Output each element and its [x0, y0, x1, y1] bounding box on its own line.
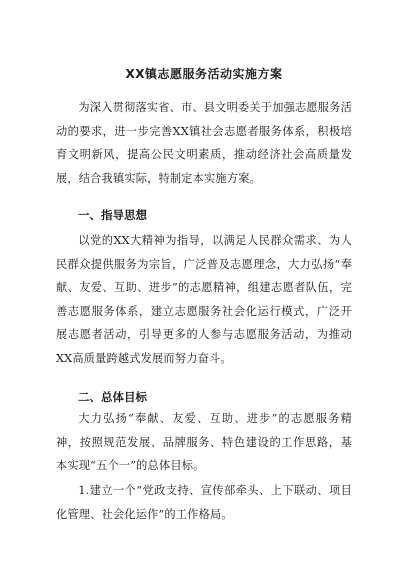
- goal-list-item: 1.建立一个“党政支持、宣传部牵头、上下联动、项目化管理、社会化运作”的工作格局。: [56, 484, 352, 521]
- guiding-ideology-paragraph: 以党的XX大精神为指导，以满足人民群众需求、为人民群众提供服务为宗旨，广泛普及志愿理念，大力弘扬“奉献、友爱、互助、进步”的志愿精神，组建志愿者队伍，完善志愿服务体系，建立志愿服务社会化运行模式，广泛开展志愿者活动，引导更多的人参与志愿服务活动，为推动XX高质量跨越式发展而努力奋斗。: [56, 234, 352, 365]
- overall-goal-paragraph: 大力弘扬“奉献、友爱、互助、进步”的志愿服务精神，按照规范发展、品牌服务、特色建设的工作思路，基本实现“五个一”的总体目标。: [56, 412, 352, 472]
- section-heading-overall-goal: 二、总体目标: [78, 390, 147, 404]
- document-title: XX镇志愿服务活动实施方案: [125, 67, 283, 81]
- intro-paragraph: 为深入贯彻落实省、市、县文明委关于加强志愿服务活动的要求，进一步完善XX镇社会志愿者服务体系，积极培育文明新风，提高公民文明素质，推动经济社会高质量发展，结合我镇实际，特制定本实施方案。: [56, 101, 352, 185]
- section-heading-guiding-ideology: 一、指导思想: [78, 208, 147, 222]
